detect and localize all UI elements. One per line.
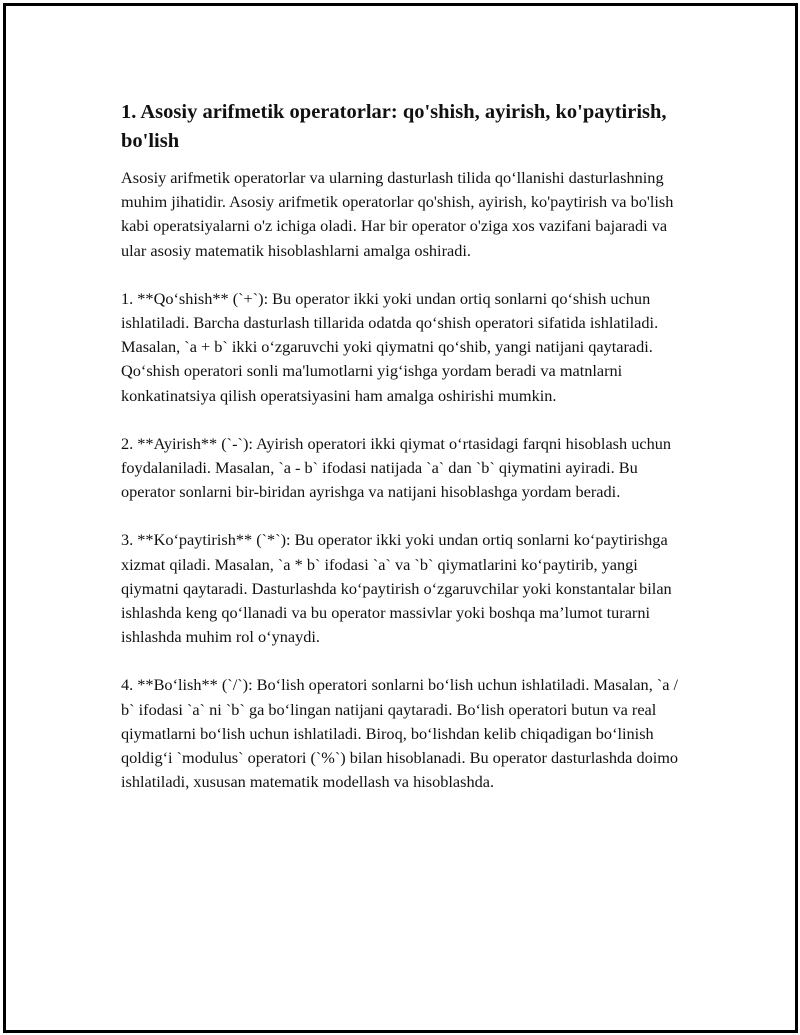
subtraction-paragraph: 2. **Ayirish** (`-`): Ayirish operatori ikki qiymat o‘rtasidagi farqni hisoblash uchun foydalaniladi. Masalan, `a - b` ifodasi natijada `a` dan `b` qiymatini ayiradi. Bu operator sonlarni bir-biridan ayrishga va natijani hisoblashga yordam beradi.	[121, 433, 672, 502]
addition-paragraph: 1. **Qo‘shish** (`+`): Bu operator ikki yoki undan ortiq sonlarni qo‘shish uchun ishlatiladi. Barcha dasturlash tillarida odatda qo‘shish operatori sifatida ishlatiladi. Masalan, `a + b` ikki o‘zgaruvchi yoki qiymatni qo‘shib, yangi natijani qaytaradi. Qo‘shish operatori sonli ma'lumotlarni yig‘ishga yordam beradi va matnlarni konkatinatsiya qilish operatsiyasini ham amalga oshirishi mumkin.	[121, 288, 659, 405]
page-frame	[3, 3, 798, 1033]
intro-paragraph: Asosiy arifmetik operatorlar va ularning dasturlash tilida qo‘llanishi dasturlashning muhim jihatidir. Asosiy arifmetik operatorlar qo'shish, ayirish, ko'paytirish va bo'lish kabi operatsiyalarni o'z ichiga oladi. Har bir operator o'ziga xos vazifani bajaradi va ular asosiy matematik hisoblashlarni amalga oshiradi.	[121, 168, 674, 260]
division-paragraph: 4. **Bo‘lish** (`/`): Bo‘lish operatori sonlarni bo‘lish uchun ishlatiladi. Masalan, `a / b` ifodasi `a` ni `b` ga bo‘lingan natijani qaytaradi. Bo‘lish operatori butun va real qiymatlarni bo‘lish uchun ishlatiladi. Biroq, bo‘lishdan kelib chiqadigan bo‘linish qoldig‘i `modulus` operatori (`%`) bilan hisoblanadi. Bu operator dasturlashda doimo ishlatiladi, xususan matematik modellash va hisoblashda.	[121, 675, 679, 792]
document-body	[121, 98, 689, 818]
multiplication-paragraph: 3. **Ko‘paytirish** (`*`): Bu operator ikki yoki undan ortiq sonlarni ko‘paytirishga xizmat qiladi. Masalan, `a * b` ifodasi `a` va `b` qiymatlarini ko‘paytirib, yangi qiymatni qaytaradi. Dasturlashda ko‘paytirish o‘zgaruvchilar yoki konstantalar bilan ishlashda keng qo‘llanadi va bu operator massivlar yoki boshqa ma’lumot turarni ishlashda muhim rol o‘ynaydi.	[121, 530, 672, 647]
section-heading: 1. Asosiy arifmetik operatorlar: qo'shish, ayirish, ko'paytirish, bo'lish	[121, 101, 667, 152]
